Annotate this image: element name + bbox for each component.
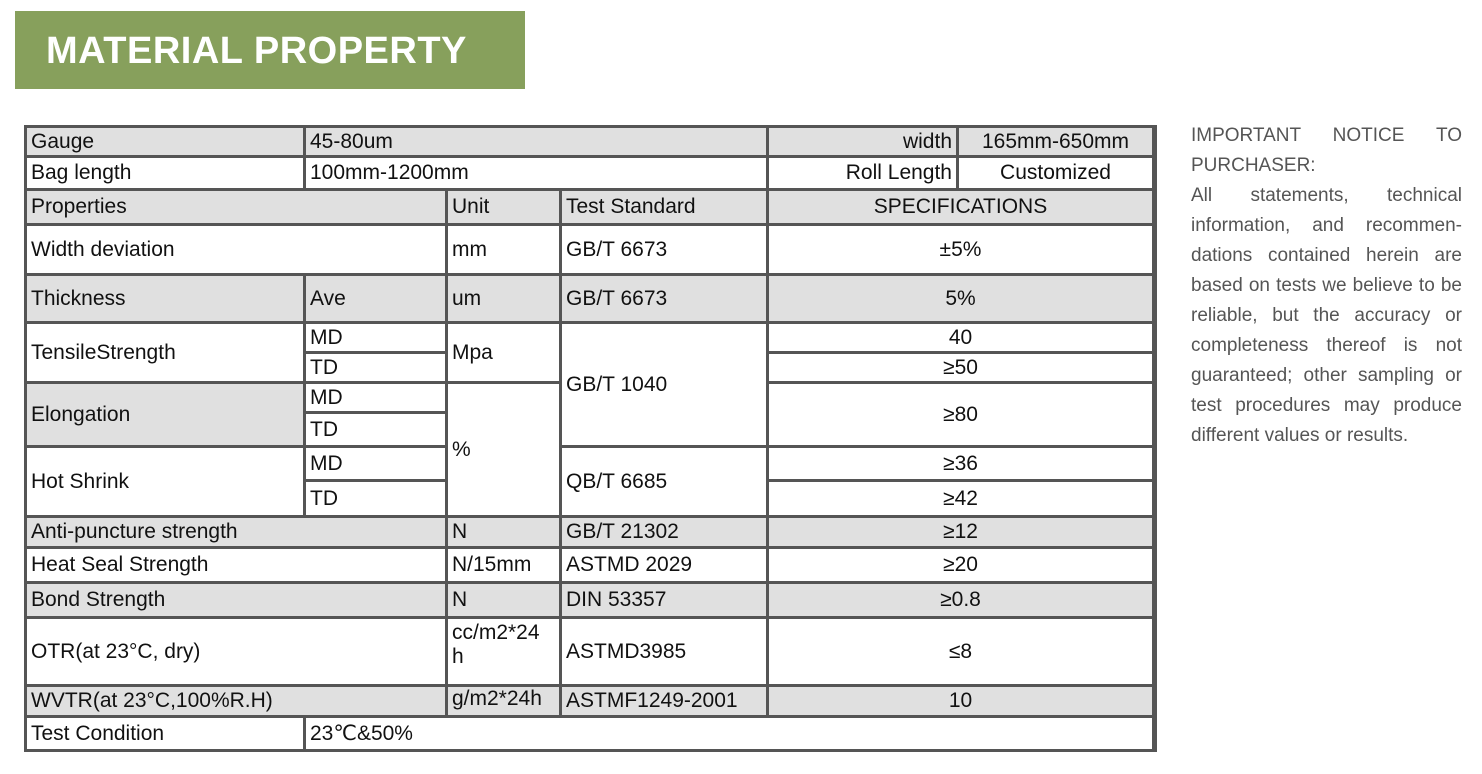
tensile-spec-td: ≥50	[769, 354, 1152, 381]
tensile-sub-td: TD	[306, 354, 445, 381]
purchaser-notice	[1191, 121, 1462, 451]
heat-seal-property: Heat Seal Strength	[27, 549, 445, 581]
otr-property: OTR(at 23°C, dry)	[27, 619, 445, 684]
heat-seal-spec: ≥20	[769, 549, 1152, 581]
elongation-spec: ≥80	[769, 384, 1152, 445]
column-header-unit: Unit	[448, 191, 559, 223]
otr-spec: ≤8	[769, 619, 1152, 684]
wvtr-property: WVTR(at 23°C,100%R.H)	[27, 687, 445, 715]
anti-puncture-standard: GB/T 21302	[562, 518, 766, 546]
bond-spec: ≥0.8	[769, 584, 1152, 616]
otr-unit: cc/m2*24 h	[448, 619, 559, 684]
thickness-sub: Ave	[306, 276, 445, 321]
hot-shrink-spec-md: ≥36	[769, 448, 1152, 479]
notice-heading: IMPORTANT NOTICE TO PURCHASER:	[1191, 125, 1462, 176]
title-banner	[15, 11, 525, 89]
column-header-test-standard: Test Standard	[562, 191, 766, 223]
anti-puncture-property: Anti-puncture strength	[27, 518, 445, 546]
column-header-properties: Properties	[27, 191, 445, 223]
gauge-value: 45-80um	[306, 128, 766, 155]
wvtr-unit: g/m2*24h	[448, 687, 559, 715]
bag-length-value: 100mm-1200mm	[306, 158, 766, 188]
heat-seal-standard: ASTMD 2029	[562, 549, 766, 581]
thickness-spec: 5%	[769, 276, 1152, 321]
tensile-elongation-standard: GB/T 1040	[562, 324, 766, 445]
page-title: MATERIAL PROPERTY	[46, 30, 467, 72]
width-deviation-spec: ±5%	[769, 226, 1152, 273]
wvtr-spec: 10	[769, 687, 1152, 715]
width-deviation-unit: mm	[448, 226, 559, 273]
thickness-unit: um	[448, 276, 559, 321]
tensile-unit: Mpa	[448, 324, 559, 381]
anti-puncture-spec: ≥12	[769, 518, 1152, 546]
bond-property: Bond Strength	[27, 584, 445, 616]
hot-shrink-sub-td: TD	[306, 482, 445, 515]
bond-unit: N	[448, 584, 559, 616]
column-header-specifications: SPECIFICATIONS	[769, 191, 1152, 223]
width-deviation-property: Width deviation	[27, 226, 445, 273]
test-condition-value: 23℃&50%	[306, 718, 1152, 749]
hot-shrink-property: Hot Shrink	[27, 448, 303, 515]
elongation-sub-td: TD	[306, 414, 445, 445]
elongation-property: Elongation	[27, 384, 303, 445]
material-property-table	[24, 125, 1157, 752]
anti-puncture-unit: N	[448, 518, 559, 546]
hot-shrink-standard: QB/T 6685	[562, 448, 766, 515]
thickness-standard: GB/T 6673	[562, 276, 766, 321]
test-condition-label: Test Condition	[27, 718, 303, 749]
bag-length-label: Bag length	[27, 158, 303, 188]
thickness-property: Thickness	[27, 276, 303, 321]
gauge-label: Gauge	[27, 128, 303, 155]
heat-seal-unit: N/15mm	[448, 549, 559, 581]
otr-standard: ASTMD3985	[562, 619, 766, 684]
hot-shrink-sub-md: MD	[306, 448, 445, 479]
bond-standard: DIN 53357	[562, 584, 766, 616]
notice-body: All statements, technical information, and recommen-dations contained herein are based on tests we believe to be reliable, but the accuracy or completeness thereof is not guaranteed; other sampling or test procedures may produce different values or results.	[1191, 185, 1462, 446]
tensile-spec-md: 40	[769, 324, 1152, 351]
wvtr-standard: ASTMF1249-2001	[562, 687, 766, 715]
tensile-sub-md: MD	[306, 324, 445, 351]
width-value: 165mm-650mm	[959, 128, 1152, 155]
hot-shrink-spec-td: ≥42	[769, 482, 1152, 515]
elongation-shrink-unit: %	[448, 384, 559, 515]
roll-length-value: Customized	[959, 158, 1152, 188]
width-deviation-standard: GB/T 6673	[562, 226, 766, 273]
tensile-property: TensileStrength	[27, 324, 303, 381]
roll-length-label: Roll Length	[769, 158, 956, 188]
width-label: width	[769, 128, 956, 155]
elongation-sub-md: MD	[306, 384, 445, 411]
